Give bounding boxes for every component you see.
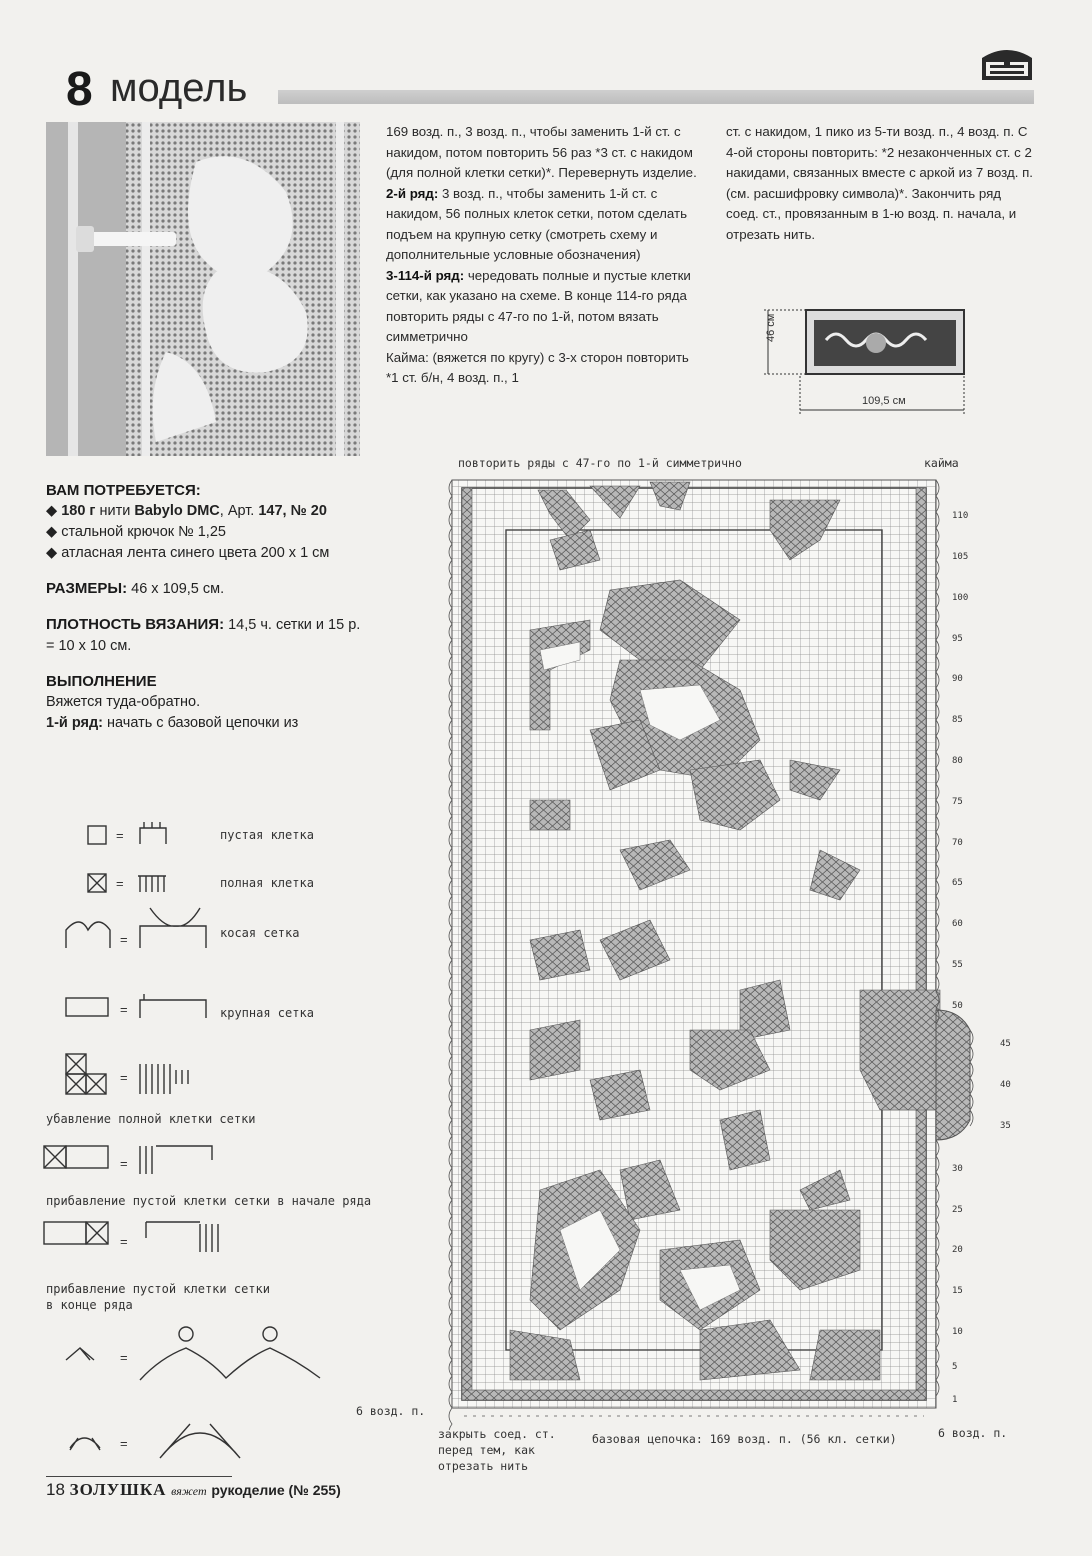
- left-chain-label: 6 возд. п.: [356, 1404, 426, 1418]
- legend-full: полная клетка: [220, 876, 314, 890]
- row-number: 100: [952, 593, 969, 603]
- gauge-label: ПЛОТНОСТЬ ВЯЗАНИЯ:: [46, 616, 225, 633]
- execution-line-1: Вяжется туда-обратно.: [46, 694, 201, 710]
- base-chain-label: базовая цепочка: 169 возд. п. (56 кл. сетки): [592, 1432, 897, 1446]
- execution-label: ВЫПОЛНЕНИЕ: [46, 673, 157, 690]
- row-number: 45: [1000, 1039, 1011, 1049]
- materials-block: [46, 480, 362, 734]
- dim-width: 109,5 см: [862, 395, 906, 407]
- legend-inc-start: прибавление пустой клетки сетки в начале ряда: [46, 1194, 372, 1208]
- row-number: 60: [952, 919, 963, 929]
- edge-text: Кайма: (вяжется по кругу) с 3-х сторон повторить *1 ст. б/н, 4 возд. п., 1: [386, 349, 689, 385]
- legend-inc-end-2: в конце ряда: [46, 1298, 133, 1312]
- row-number: 1: [952, 1395, 958, 1405]
- row-number: 75: [952, 797, 963, 807]
- row2-label: 2-й ряд:: [386, 185, 439, 201]
- row3-label: 3-114-й ряд:: [386, 267, 465, 283]
- gauge-value: 14,5 ч. сетки и 15 р. = 10 х 10 см.: [46, 617, 361, 654]
- needs-title: ВАМ ПОТРЕБУЕТСЯ:: [46, 482, 201, 499]
- row-number: 85: [952, 715, 963, 725]
- instructions-col3-p1: ст. с накидом, 1 пико из 5-ти возд. п., 4 возд. п. С 4-ой стороны повторить: *2 незаконченных ст. с 2 накидами, связанных вместе с аркой из 7 возд. п. (см. расшифровку символа)*. Закончить ряд соед. ст., провязанным в 1-ю возд. п. начала, и отрезать нить.: [726, 124, 1033, 242]
- filet-chart: [440, 470, 1040, 1430]
- svg-text:=: =: [120, 932, 128, 947]
- row-number: 40: [1000, 1080, 1011, 1090]
- svg-text:=: =: [120, 1156, 128, 1171]
- row2-text: 3 возд. п., чтобы заменить 1-й ст. с накидом, 56 полных клеток сетки, потом сделать подъем на крупную сетку (смотреть схему и дополнительные условные обозначения): [386, 185, 688, 262]
- svg-text:=: =: [116, 828, 124, 843]
- row-number: 110: [952, 511, 969, 521]
- legend-diag: косая сетка: [220, 926, 300, 940]
- svg-text:=: =: [120, 1436, 128, 1451]
- right-chain-label: 6 возд. п.: [938, 1426, 1008, 1440]
- close-note: закрыть соед. ст. перед тем, как отрезать нить: [438, 1427, 556, 1473]
- curtain-photo: [46, 122, 360, 456]
- row-number: 30: [952, 1164, 963, 1174]
- sizes-label: РАЗМЕРЫ:: [46, 580, 128, 597]
- footer-rule: [46, 1476, 232, 1477]
- row-number: 55: [952, 960, 963, 970]
- symbol-legend: [40, 808, 380, 1468]
- sizes-value: 46 х 109,5 см.: [127, 581, 225, 597]
- row-number: 10: [952, 1327, 963, 1337]
- model-number: 8: [66, 63, 93, 116]
- row-number: 65: [952, 878, 963, 888]
- model-title: модель: [110, 66, 248, 110]
- instructions-p1: 169 возд. п., 3 возд. п., чтобы заменить 1-й ст. с накидом, потом повторить 56 раз *3 ст. с накидом (для полной клетки сетки)*. Перевернуть изделие.: [386, 124, 697, 180]
- dim-height: 46 см: [765, 313, 777, 342]
- svg-text:=: =: [120, 1070, 128, 1085]
- svg-text:=: =: [116, 876, 124, 891]
- page-number: 18: [46, 1480, 65, 1499]
- legend-inc-end-1: прибавление пустой клетки сетки: [46, 1282, 270, 1296]
- chart-edge-label: кайма: [924, 456, 959, 470]
- needs-item-3: ◆ атласная лента синего цвета 200 х 1 см: [46, 545, 330, 561]
- row-number: 80: [952, 756, 963, 766]
- svg-text:=: =: [120, 1350, 128, 1365]
- row-number: 90: [952, 674, 963, 684]
- svg-text:=: =: [120, 1002, 128, 1017]
- chest-logo-icon: [976, 40, 1038, 84]
- row-number: 35: [1000, 1121, 1011, 1131]
- row-number: 105: [952, 552, 969, 562]
- row-number: 20: [952, 1245, 963, 1255]
- magazine-subtitle: вяжет: [171, 1484, 207, 1498]
- legend-empty: пустая клетка: [220, 828, 314, 842]
- needs-item-2: ◆ стальной крючок № 1,25: [46, 524, 226, 540]
- magazine-name: ЗОЛУШКА: [69, 1480, 167, 1499]
- row-number: 70: [952, 838, 963, 848]
- row1-text: начать с базовой цепочки из: [103, 715, 299, 731]
- page-footer: [46, 1480, 341, 1500]
- legend-large: крупная сетка: [220, 1006, 314, 1020]
- row-number: 5: [952, 1362, 958, 1372]
- magazine-section: рукоделие (№ 255): [211, 1482, 341, 1498]
- row1-label: 1-й ряд:: [46, 715, 103, 731]
- row-number: 50: [952, 1001, 963, 1011]
- row-number: 25: [952, 1205, 963, 1215]
- chart-top-label: повторить ряды с 47-го по 1-й симметрично: [458, 456, 742, 470]
- instructions-column-2: [386, 122, 704, 389]
- legend-decrease: убавление полной клетки сетки: [46, 1112, 256, 1126]
- row-number: 95: [952, 634, 963, 644]
- dimension-sketch: [746, 300, 986, 420]
- instructions-column-3: [726, 122, 1036, 245]
- title-rule: [278, 90, 1034, 104]
- svg-text:=: =: [120, 1234, 128, 1249]
- row-number: 15: [952, 1286, 963, 1296]
- row3-text: чередовать полные и пустые клетки сетки, как указано на схеме. В конце 114-го ряда повторить ряды с 47-го по 1-й, потом вязать симметрично: [386, 267, 691, 344]
- needs-item-1: ◆ 180 г нити Babylo DMC, Арт. 147, № 20: [46, 503, 327, 519]
